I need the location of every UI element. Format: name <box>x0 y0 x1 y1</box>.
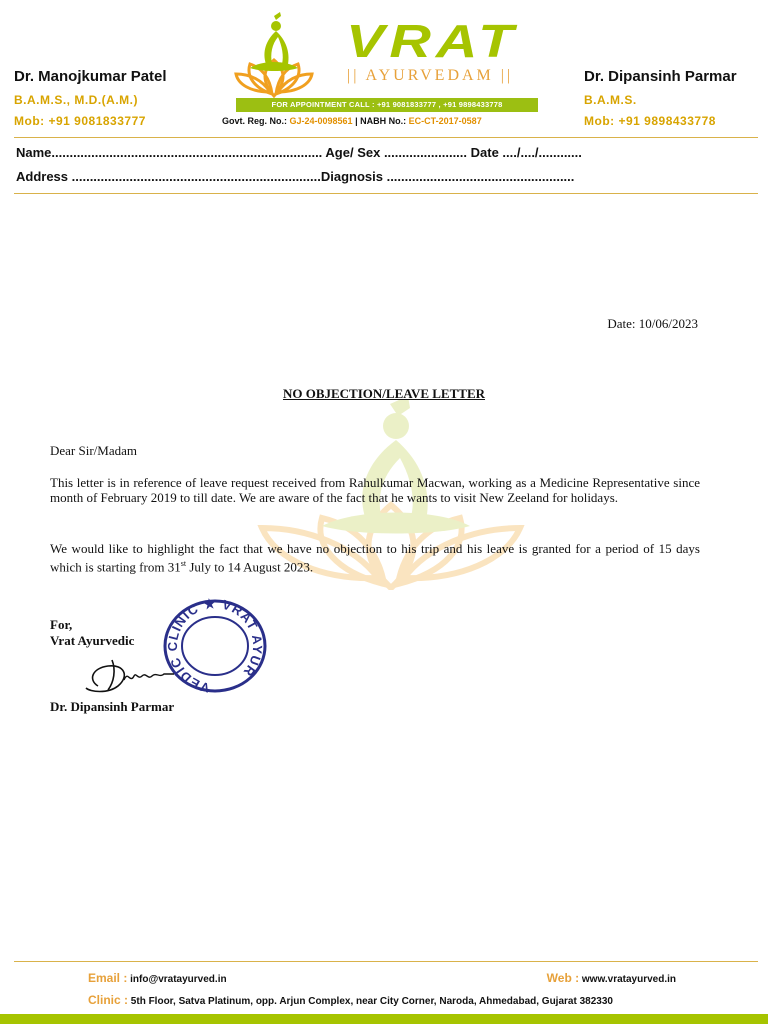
reg-value: GJ-24-0098561 <box>289 116 353 126</box>
brand-logotype: VRAT <box>346 15 519 67</box>
registration-line <box>222 116 482 126</box>
form-divider <box>14 193 758 194</box>
email-label: Email : <box>88 971 128 985</box>
svg-text:VEDIC CLINIC ★ VRAT AYUR: VEDIC CLINIC ★ VRAT AYUR <box>165 598 266 696</box>
paragraph-2-text-a: We would like to highlight the fact that we have no objection to his trip and his leave is granted for a period of 15 days which is starting from 31 <box>50 541 700 575</box>
left-doctor-name: Dr. Manojkumar Patel <box>14 68 167 85</box>
signer-name: Dr. Dipansinh Parmar <box>50 699 175 714</box>
letter-date: Date: 10/06/2023 <box>607 316 698 331</box>
paragraph-2-superscript: st <box>180 559 187 568</box>
left-doctor-degree: B.A.M.S., M.D.(A.M.) <box>14 93 138 107</box>
paragraph-2 <box>50 541 700 574</box>
brand-subtitle: || AYURVEDAM || <box>347 67 514 84</box>
salutation: Dear Sir/Madam <box>50 443 138 458</box>
footer-web <box>547 971 676 985</box>
header-divider <box>14 137 758 138</box>
appointment-banner: FOR APPOINTMENT CALL : +91 9081833777 , +91 9898433778 <box>236 98 538 112</box>
footer-email <box>88 971 227 985</box>
reg-separator: | <box>355 116 358 126</box>
left-doctor-block <box>14 68 167 128</box>
footer-accent-bar <box>0 1014 768 1024</box>
handwritten-signature <box>78 650 198 698</box>
reg-label: Govt. Reg. No.: <box>222 116 287 126</box>
right-doctor-name: Dr. Dipansinh Parmar <box>584 68 737 85</box>
clinic-address: 5th Floor, Satva Platinum, opp. Arjun Complex, near City Corner, Naroda, Ahmedabad, Gujarat 382330 <box>130 996 613 1007</box>
form-row-address: Address .....................................................................Diagnosis .................................................... <box>16 169 575 184</box>
yoga-lotus-logo-icon <box>232 12 316 98</box>
letter-subject: NO OBJECTION/LEAVE LETTER <box>282 386 486 401</box>
form-row-name: Name........................................................................... Age/ Sex ....................... Date ..../..../............ <box>16 145 582 160</box>
right-doctor-block <box>584 68 758 128</box>
closing-for: For, <box>50 617 73 632</box>
paragraph-1: This letter is in reference of leave request received from Rahulkumar Macwan, working as a Medicine Representative since month of February 2019 to till date. We are aware of the fact that he wants to visit New Zeeland for holidays. <box>50 475 700 505</box>
right-doctor-mobile: Mob: +91 9898433778 <box>584 114 716 128</box>
web-value[interactable]: www.vratayurved.in <box>581 974 676 985</box>
clinic-label: Clinic : <box>88 993 129 1007</box>
email-value[interactable]: info@vratayurved.in <box>130 974 227 985</box>
right-doctor-degree: B.A.M.S. <box>584 93 637 107</box>
left-doctor-mobile: Mob: +91 9081833777 <box>14 114 146 128</box>
footer-clinic-address <box>88 993 613 1007</box>
nabh-label: NABH No.: <box>360 116 407 126</box>
nabh-value: EC-CT-2017-0587 <box>408 116 482 126</box>
web-label: Web : <box>546 971 580 985</box>
closing-organization: Vrat Ayurvedic <box>50 633 135 648</box>
paragraph-2-text-b: July to 14 August 2023. <box>186 559 314 575</box>
footer-divider <box>14 961 758 962</box>
